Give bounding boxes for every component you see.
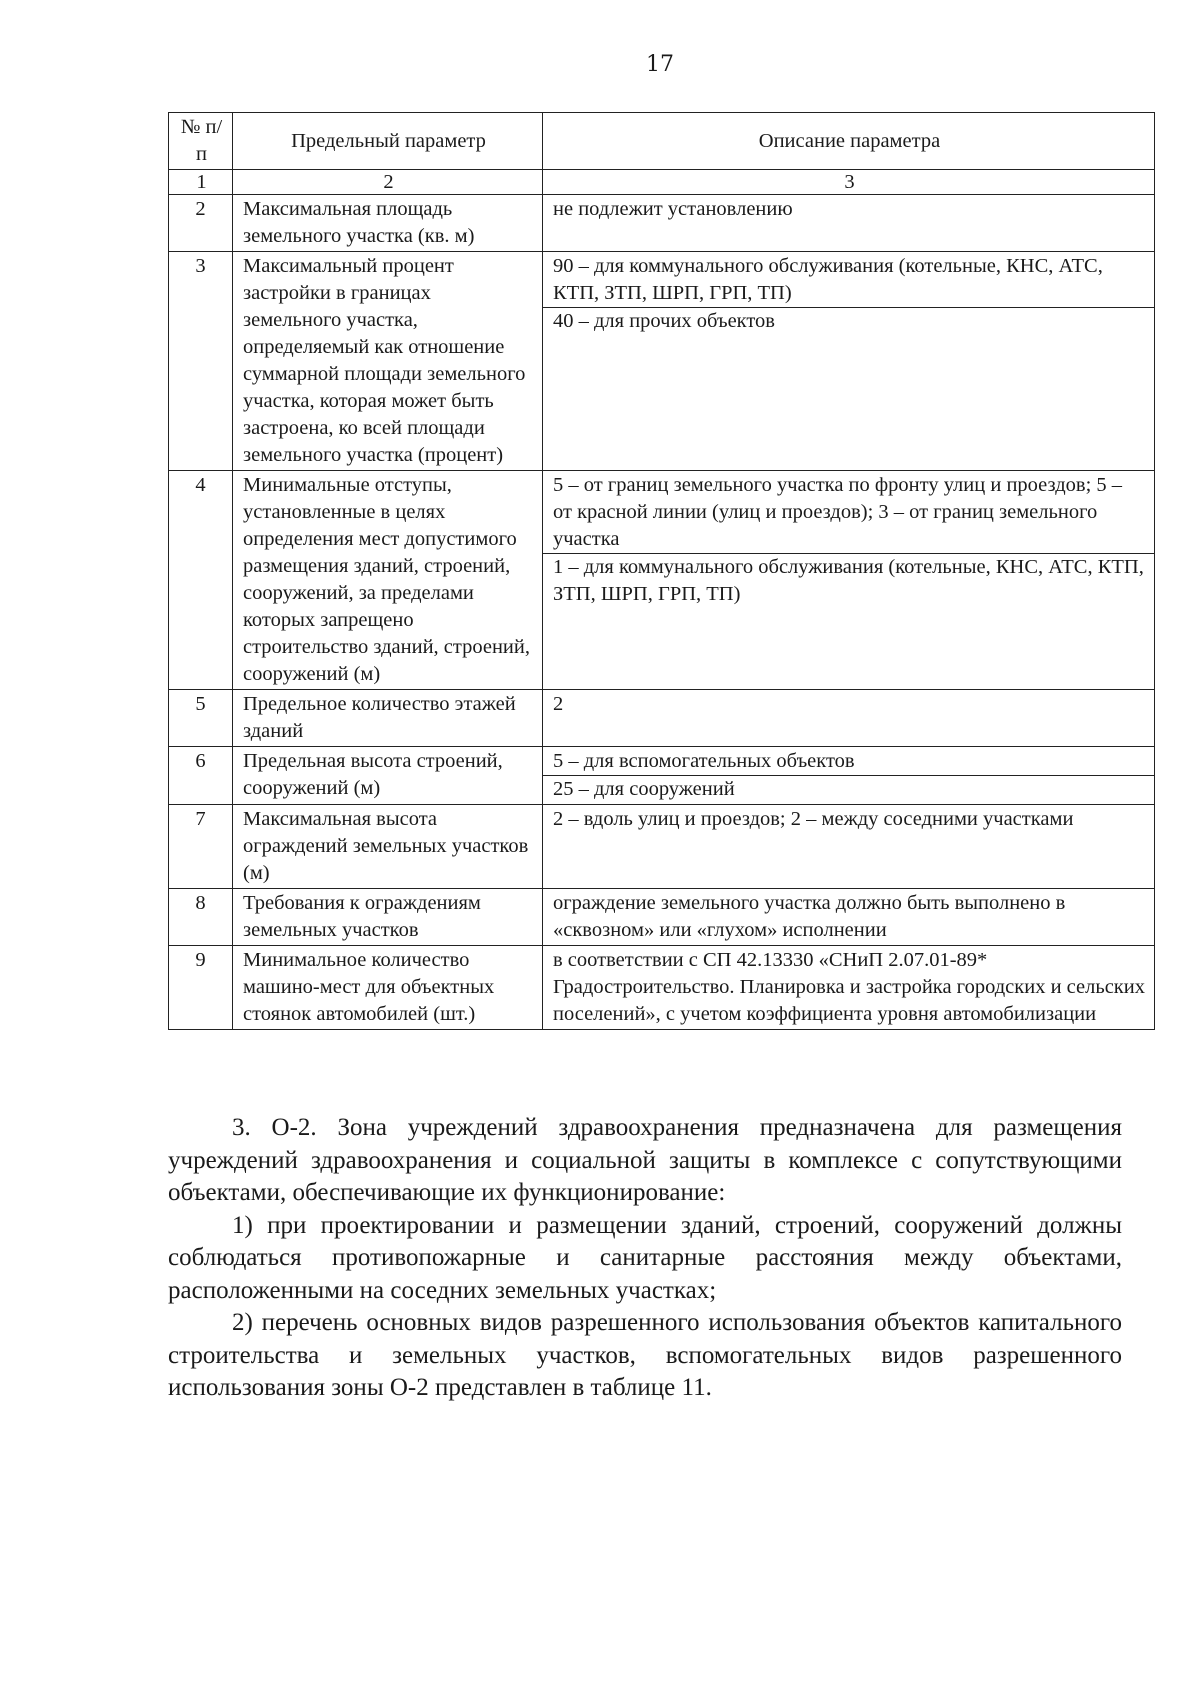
row-number: 9	[169, 946, 233, 1030]
desc-part: 90 – для коммунального обслуживания (котельные, КНС, АТС, КТП, ЗТП, ШРП, ГРП, ТП)	[543, 253, 1154, 308]
param-cell: Максимальный процент застройки в границах земельного участка, определяемый как отношение суммарной площади земельного участка, которая может быть застроена, ко всей площади земельного участка (процент)	[233, 252, 543, 471]
table-row	[169, 690, 1155, 747]
desc-part: 5 – для вспомогательных объектов	[543, 748, 1154, 776]
header-param: Предельный параметр	[233, 113, 543, 170]
table-row	[169, 805, 1155, 889]
desc-cell	[543, 195, 1155, 252]
desc-part: в соответствии с СП 42.13330 «СНиП 2.07.01-89* Градостроительство. Планировка и застройка городских и сельских поселений», с учетом коэффициента уровня автомобилизации	[553, 949, 1145, 1025]
param-cell: Минимальное количество машино-мест для объектных стоянок автомобилей (шт.)	[233, 946, 543, 1030]
zone-description	[168, 1112, 1122, 1405]
param-cell: Требования к ограждениям земельных участков	[233, 889, 543, 946]
paragraph: 1) при проектировании и размещении зданий, строений, сооружений должны соблюдаться противопожарные и санитарные расстояния между объектами, расположенными на соседних земельных участках;	[168, 1211, 1122, 1304]
desc-cell	[543, 252, 1155, 471]
param-cell: Максимальная высота ограждений земельных участков (м)	[233, 805, 543, 889]
desc-part: не подлежит установлению	[553, 198, 793, 220]
desc-part: 2	[553, 693, 564, 715]
header-desc: Описание параметра	[543, 113, 1155, 170]
row-number: 8	[169, 889, 233, 946]
desc-part: 1 – для коммунального обслуживания (котельные, КНС, АТС, КТП, ЗТП, ШРП, ГРП, ТП)	[553, 556, 1144, 605]
table-row	[169, 252, 1155, 471]
desc-part: ограждение земельного участка должно быть выполнено в «сквозном» или «глухом» исполнении	[553, 892, 1066, 941]
row-number: 3	[169, 252, 233, 471]
index-cell: 2	[233, 170, 543, 195]
table-row	[169, 946, 1155, 1030]
table-row	[169, 889, 1155, 946]
desc-cell	[543, 747, 1155, 805]
desc-part: 40 – для прочих объектов	[553, 310, 775, 332]
desc-cell	[543, 690, 1155, 747]
desc-part: 5 – от границ земельного участка по фронту улиц и проездов; 5 – от красной линии (улиц и проездов); 3 – от границ земельного участка	[543, 472, 1154, 554]
desc-cell	[543, 805, 1155, 889]
table-row	[169, 747, 1155, 805]
desc-cell	[543, 946, 1155, 1030]
header-num: № п/п	[169, 113, 233, 170]
desc-part: 25 – для сооружений	[553, 778, 735, 800]
table-header-row	[169, 113, 1155, 170]
index-cell: 1	[169, 170, 233, 195]
paragraph: 3. О-2. Зона учреждений здравоохранения предназначена для размещения учреждений здравоохранения и социальной защиты в комплексе с сопутствующими объектами, обеспечивающие их функционирование:	[168, 1114, 1122, 1206]
table-row	[169, 471, 1155, 690]
param-cell: Предельное количество этажей зданий	[233, 690, 543, 747]
param-cell: Максимальная площадь земельного участка (кв. м)	[233, 195, 543, 252]
desc-cell	[543, 471, 1155, 690]
row-number: 7	[169, 805, 233, 889]
row-number: 2	[169, 195, 233, 252]
paragraph: 2) перечень основных видов разрешенного использования объектов капитального строительства и земельных участков, вспомогательных видов разрешенного использования зоны О-2 представлен в таблице 11.	[168, 1309, 1122, 1401]
row-number: 4	[169, 471, 233, 690]
parameters-table	[168, 112, 1155, 1030]
table-row	[169, 195, 1155, 252]
desc-part: 2 – вдоль улиц и проездов; 2 – между соседними участками	[553, 808, 1074, 830]
param-cell: Минимальные отступы, установленные в целях определения мест допустимого размещения зданий, строений, сооружений, за пределами которых запрещено строительство зданий, строений, сооружений (м)	[233, 471, 543, 690]
index-cell: 3	[543, 170, 1155, 195]
desc-cell	[543, 889, 1155, 946]
row-number: 6	[169, 747, 233, 805]
row-number: 5	[169, 690, 233, 747]
page-number: 17	[646, 52, 674, 77]
table-index-row	[169, 170, 1155, 195]
param-cell: Предельная высота строений, сооружений (м)	[233, 747, 543, 805]
